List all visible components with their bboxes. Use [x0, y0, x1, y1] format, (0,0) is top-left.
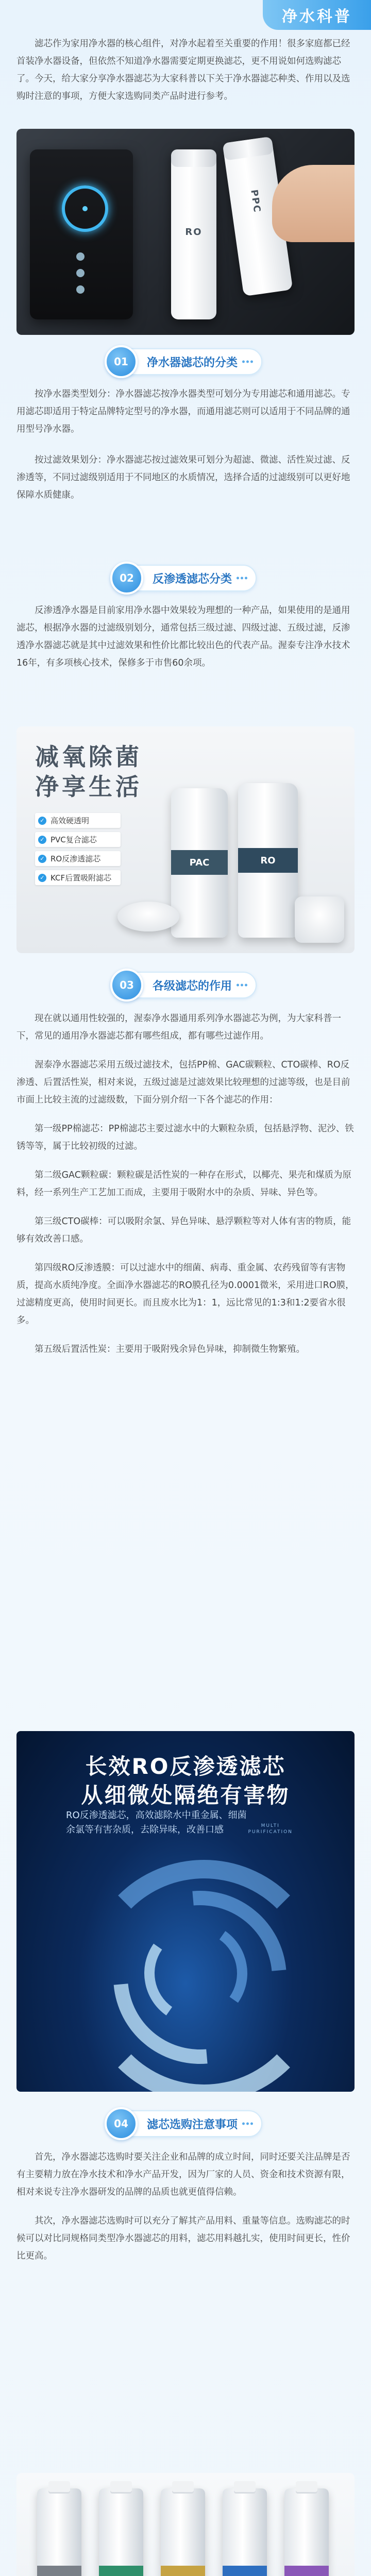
s3-paragraph: 现在就以通用性较强的，渥泰净水器通用系列净水器滤芯为例，为大家科普一下，常见的通用净水器滤芯都有哪些组成，都有哪些过滤作用。 — [16, 1013, 341, 1041]
device-button-icon — [76, 285, 85, 294]
banner-title: 长效RO反渗透滤芯 — [85, 1754, 286, 1779]
section-number: 04 — [105, 2107, 138, 2140]
intro-block — [0, 35, 371, 105]
section-01 — [0, 345, 371, 504]
tag-label: KCF后置吸附滤芯 — [50, 873, 112, 883]
s4-paragraph: 首先，净水器滤芯选购时要关注企业和品牌的成立时间，同时还要关注品牌是否有主要精力放在净水技术和净水产品开发，因为厂家的人员、资金和技术资源有限，相对来说专注净水器研发的品牌的品质也就更值得信赖。 — [16, 2152, 350, 2197]
s3-paragraph: 第三级CTO碳棒：可以吸附余氯、异色异味、悬浮颗粒等对人体有害的物质，能够有效改善口感。 — [16, 1216, 351, 1244]
bottle-label: RO — [238, 848, 298, 873]
s3-paragraph: 第五级后置活性炭：主要用于吸附残余异色异味，抑制微生物繁殖。 — [35, 1344, 305, 1354]
feature-tag — [35, 832, 121, 847]
section-title: 反渗透滤芯分类 — [152, 572, 232, 586]
s1-paragraph: 按过滤效果划分：净水器滤芯按过滤效果可划分为超滤、微滤、活性炭过滤、反渗透等，不同过滤级别适用于不同地区的水质情况，选择合适的过滤级别可以更好地保障水质健康。 — [16, 455, 350, 500]
check-icon: ✓ — [38, 836, 46, 844]
s1-paragraph: 按净水器类型划分：净水器滤芯按净水器类型可划分为专用滤芯和通用滤芯。专用滤芯即适用于特定品牌特定型号的净水器，而通用滤芯则可以适用于不同品牌的通用型号净水器。 — [16, 389, 350, 434]
feature-tag — [35, 851, 121, 866]
filter-cartridge — [284, 2488, 329, 2576]
s3-paragraph: 第四级RO反渗透膜：可以过滤水中的细菌、病毒、重金属、农药残留等有害物质，提高水质纯净度。全面净水器滤芯的RO膜孔径为0.0001微米，采用进口RO膜，过滤精度更高，使用时间更长。而且废水比为1：1，远比常见的1:3和1:2要省水很多。 — [16, 1263, 355, 1326]
tag-label: 高效硬透明 — [50, 816, 90, 825]
section-03 — [0, 969, 371, 1358]
product-lineup-photo — [16, 726, 355, 953]
tag-label: PVC复合滤芯 — [50, 835, 97, 844]
section-title: 净水器滤芯的分类 — [146, 356, 238, 369]
cartridge-label: RO — [185, 227, 203, 238]
section-number: 03 — [110, 969, 143, 1002]
banner-mini-label — [248, 1823, 293, 1835]
filter-cartridge — [161, 2488, 205, 2576]
pac-cartridge — [171, 788, 228, 938]
section-pill — [109, 348, 262, 375]
lineup-title-line: 净享生活 — [35, 773, 142, 801]
banner-subtitle — [66, 1808, 247, 1837]
lineup-title — [35, 742, 142, 802]
filter-disc — [117, 902, 179, 931]
dots-icon — [237, 984, 247, 987]
s4-paragraph: 其次，净水器滤芯选购时可以充分了解其产品用料、重量等信息。选购滤芯的时候可以对比同规格同类型净水器滤芯的用料，滤芯用料越扎实，使用时间更长，性价比更高。 — [16, 2216, 350, 2261]
filter-cartridge — [99, 2488, 143, 2576]
check-icon: ✓ — [38, 855, 46, 863]
purifier-photo — [16, 129, 355, 335]
section-pill — [109, 2110, 262, 2137]
section-header — [0, 969, 371, 1002]
section-header — [0, 2107, 371, 2140]
device-button-icon — [76, 252, 85, 261]
intro-text: 滤芯作为家用净水器的核心组件，对净水起着至关重要的作用！很多家庭都已经首装净水器设备，但依然不知道净水器需要定期更换滤芯，更不用说如何选购滤芯了。今天，给大家分享净水器滤芯为大家科普以下关于净水器滤芯种类、作用以及选购时注意的事项，方便大家选购同类产品时进行参考。 — [16, 39, 350, 101]
feature-tags — [35, 813, 121, 885]
ro-cartridge — [171, 149, 216, 319]
section-pill — [114, 972, 257, 998]
dots-icon — [242, 361, 253, 363]
section-header — [0, 345, 371, 378]
banner-subtitle-line: 余氯等有害杂质，去除异味，改善口感 — [66, 1824, 224, 1835]
section-title: 各级滤芯的作用 — [152, 979, 232, 993]
dots-icon — [237, 577, 247, 580]
banner-subtitle-line: RO反渗透滤芯，高效滤除水中重金属、细菌 — [66, 1810, 247, 1821]
ro-bottle — [238, 783, 298, 938]
section-title: 滤芯选购注意事项 — [146, 2118, 238, 2131]
section-04 — [0, 2107, 371, 2265]
section-header — [0, 562, 371, 595]
hand-shape — [272, 165, 355, 242]
feature-tag — [35, 870, 121, 885]
banner-title: 从细微处隔绝有害物 — [81, 1783, 290, 1808]
s2-paragraph: 反渗透净水器是目前家用净水器中效果较为理想的一种产品，如果使用的是通用滤芯，根据净水器的过滤级别划分，通常包括三级过滤、四级过滤、五级过滤，反渗透净水器滤芯就是其中过滤效果和性价比都比较出色的代表产品。渥泰专注净水技术16年，有多项核心技术，保修多于市售60余项。 — [16, 605, 350, 668]
section-number: 02 — [110, 562, 143, 595]
dots-icon — [242, 2123, 253, 2125]
cartridge-label: PPC — [248, 189, 263, 214]
check-icon: ✓ — [38, 874, 46, 882]
ro-filter-banner — [16, 1731, 355, 2092]
mini-label-line: PURIFICATION — [248, 1829, 293, 1835]
device-button-icon — [76, 269, 85, 277]
section-pill — [114, 565, 257, 591]
section-02 — [0, 562, 371, 672]
filter-block — [295, 896, 344, 943]
purifier-unit — [30, 149, 133, 319]
bottle-label: PAC — [171, 850, 228, 875]
filter-cartridge — [223, 2488, 267, 2576]
s3-paragraph: 渥泰净水器滤芯采用五级过滤技术，包括PP棉、GAC碳颗粒、CTO碳棒、RO反渗透、后置活性炭，相对来说，五级过滤是过滤效果比较理想的过滤等级，也是目前市面上比较主流的过滤级数，下面分别介绍一下各个滤芯的作用： — [16, 1060, 350, 1105]
check-icon: ✓ — [38, 817, 46, 825]
section-number: 01 — [105, 345, 138, 378]
cartridge-set-photo — [16, 2473, 355, 2576]
filter-cartridge — [37, 2488, 81, 2576]
indicator-ring-icon — [62, 185, 108, 232]
feature-tag — [35, 813, 121, 828]
s3-paragraph: 第一级PP棉滤芯：PP棉滤芯主要过滤水中的大颗粒杂质，包括悬浮物、泥沙、铁锈等等，属于比较初级的过滤。 — [16, 1124, 354, 1151]
tag-label: RO反渗透滤芯 — [50, 854, 101, 863]
ribbon-title: 净水科普 — [282, 8, 352, 26]
header-ribbon — [263, 0, 371, 30]
s3-paragraph: 第二级GAC颗粒碳：颗粒碳是活性炭的一种存在形式，以椰壳、果壳和煤质为原料，经一系列生产工艺加工而成，主要用于吸附水中的杂质、异味、异色等。 — [16, 1170, 351, 1198]
mini-label-line: MULTI — [261, 1823, 280, 1828]
lineup-title-line: 减氧除菌 — [35, 743, 142, 771]
